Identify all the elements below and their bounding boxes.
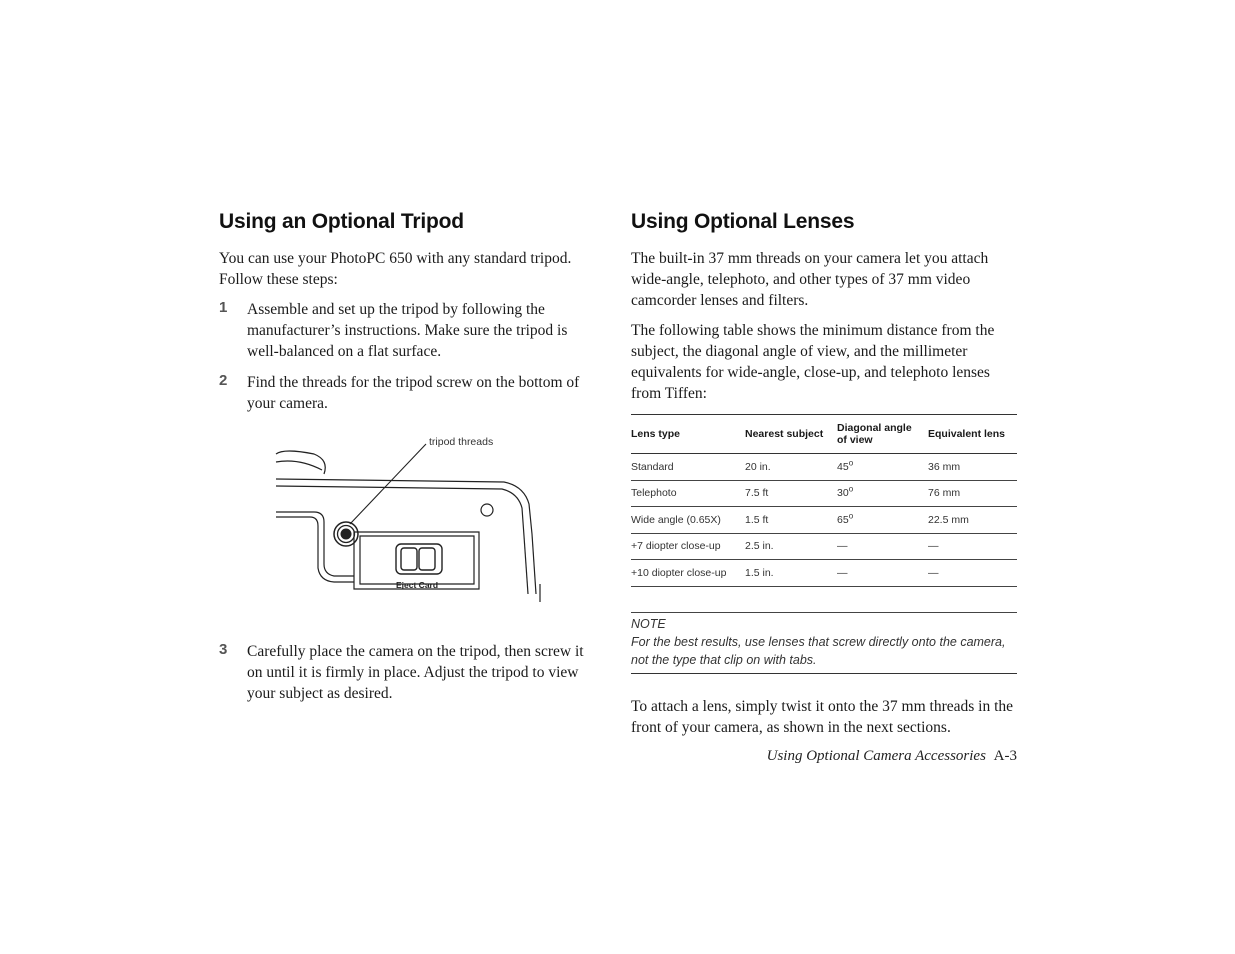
table-cell: 36 mm — [928, 454, 1017, 481]
angle-value: 65 — [837, 513, 849, 526]
right-column — [631, 206, 1017, 747]
lenses-para-3: To attach a lens, simply twist it onto the 37 mm threads in the front of your camera, as shown in the next sections. — [631, 698, 1014, 736]
table-cell: 1.5 ft — [745, 507, 837, 534]
step-number: 1 — [219, 299, 228, 316]
tripod-heading: Using an Optional Tripod — [219, 210, 464, 233]
table-cell: 22.5 mm — [928, 507, 1017, 534]
lenses-para-2: The following table shows the minimum distance from the subject, the diagonal angle of view, and the millimeter equivalents for wide-angle, close-up, and telephoto lenses from Tiffen: — [631, 322, 995, 402]
tripod-socket-icon — [334, 522, 358, 546]
eject-switch-icon — [396, 544, 442, 574]
column-header: Lens type — [631, 415, 745, 454]
table-spacer-row — [631, 586, 1017, 613]
table-cell: — — [837, 533, 928, 560]
tripod-intro: You can use your PhotoPC 650 with any standard tripod. Follow these steps: — [219, 250, 572, 288]
step-number: 3 — [219, 641, 228, 658]
angle-value: 45 — [837, 460, 849, 473]
page-number: A-3 — [993, 748, 1017, 764]
column-header: Nearest subject — [745, 415, 837, 454]
table-row — [631, 454, 1017, 481]
column-header: Diagonal angle of view — [837, 415, 928, 454]
camera-bottom-illustration — [219, 424, 597, 629]
step-3 — [219, 641, 597, 704]
table-cell — [837, 507, 928, 534]
step-2 — [219, 372, 597, 414]
table-header-row — [631, 415, 1017, 454]
page-footer — [767, 748, 1017, 765]
table-cell: — — [928, 533, 1017, 560]
table-cell: Telephoto — [631, 480, 745, 507]
degree-mark: o — [848, 511, 854, 521]
table-cell: 76 mm — [928, 480, 1017, 507]
table-row — [631, 480, 1017, 507]
table-cell: 2.5 in. — [745, 533, 837, 560]
table-cell — [837, 454, 928, 481]
step-text: Carefully place the camera on the tripod, then screw it on until it is firmly in place. Adjust the tripod to view your subject as desired. — [247, 643, 584, 702]
eject-card-label: Eject Card — [396, 580, 439, 590]
table-cell: Wide angle (0.65X) — [631, 507, 745, 534]
table-row — [631, 507, 1017, 534]
footer-title: Using Optional Camera Accessories — [766, 748, 986, 764]
note-text: For the best results, use lenses that screw directly onto the camera, not the type that clip on with tabs. — [631, 635, 1006, 667]
table-row — [631, 533, 1017, 560]
camera-drawing — [274, 424, 554, 604]
table-cell: 20 in. — [745, 454, 837, 481]
lens-table — [631, 414, 1017, 613]
table-cell: 7.5 ft — [745, 480, 837, 507]
note-label: NOTE — [631, 617, 666, 631]
column-header: Equivalent lens — [928, 415, 1017, 454]
table-cell: Standard — [631, 454, 745, 481]
table-cell: — — [837, 560, 928, 587]
table-cell: +10 diopter close-up — [631, 560, 745, 587]
lenses-para-1: The built-in 37 mm threads on your camera let you attach wide-angle, telephoto, and other types of 37 mm video camcorder lenses and filters. — [631, 250, 989, 309]
lenses-heading: Using Optional Lenses — [631, 210, 855, 233]
table-row — [631, 560, 1017, 587]
left-column — [219, 206, 597, 714]
degree-mark: o — [848, 458, 854, 468]
tripod-threads-callout: tripod threads — [429, 436, 494, 448]
step-text: Assemble and set up the tripod by following the manufacturer’s instructions. Make sure the tripod is well-balanced on a flat surface. — [247, 301, 568, 360]
table-cell — [837, 480, 928, 507]
degree-mark: o — [848, 484, 854, 494]
angle-value: 30 — [837, 487, 849, 500]
step-text: Find the threads for the tripod screw on the bottom of your camera. — [247, 374, 580, 412]
table-cell: +7 diopter close-up — [631, 533, 745, 560]
step-number: 2 — [219, 372, 228, 389]
table-cell: 1.5 in. — [745, 560, 837, 587]
step-1 — [219, 299, 597, 362]
table-cell: — — [928, 560, 1017, 587]
note-box — [631, 613, 1017, 674]
